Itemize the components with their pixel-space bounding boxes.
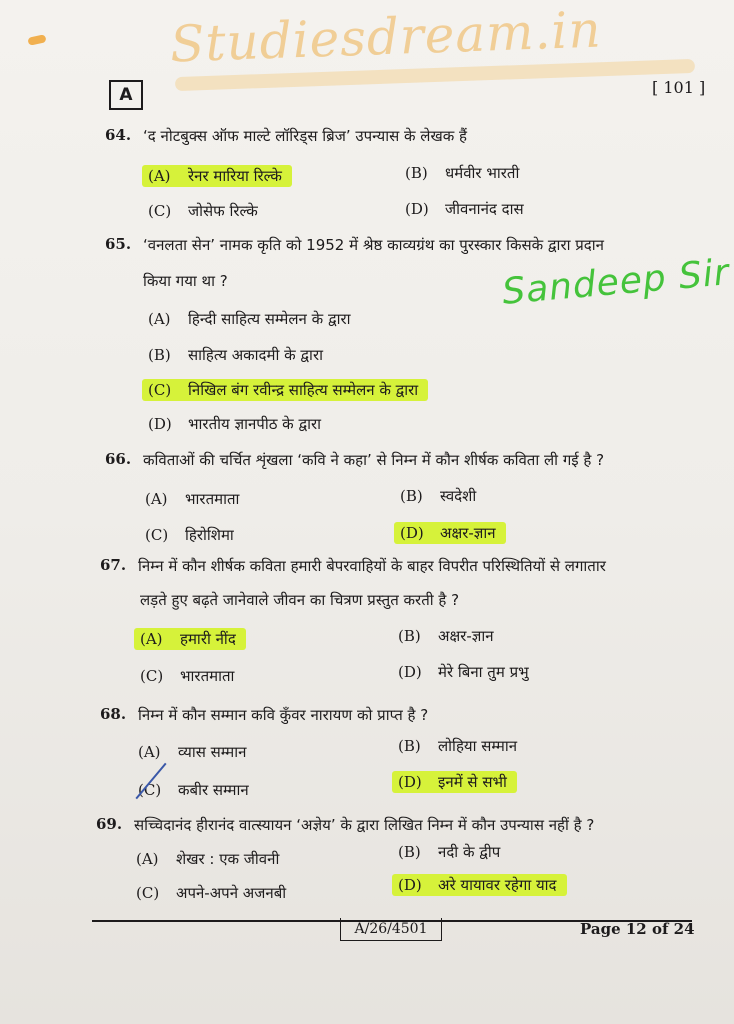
page-number-top: [ 101 ]	[652, 78, 706, 97]
option-label: (B)	[400, 487, 423, 505]
question-number: 68.	[100, 705, 127, 723]
option-text: मेरे बिना तुम प्रभु	[438, 663, 529, 681]
question-64	[105, 126, 467, 146]
page-indicator: Page 12 of 24	[580, 920, 695, 938]
option-label: (B)	[398, 627, 421, 645]
option-text: जोसेफ रिल्के	[188, 202, 258, 220]
question-number: 66.	[105, 450, 132, 468]
option-label: (A)	[145, 490, 168, 508]
question-66	[105, 450, 604, 470]
option-label: (B)	[398, 737, 421, 755]
option-64-b	[405, 163, 519, 183]
question-number: 65.	[105, 235, 132, 253]
option-label: (A)	[148, 167, 171, 185]
option-label: (D)	[398, 876, 422, 894]
option-text: अक्षर-ज्ञान	[438, 627, 494, 645]
option-text: अपने-अपने अजनबी	[176, 884, 287, 902]
question-text: निम्न में कौन सम्मान कवि कुँवर नारायण को प्राप्त है ?	[138, 706, 429, 724]
orange-mark	[27, 34, 46, 46]
signature: Sandeep Sir	[500, 252, 732, 313]
option-67-a	[134, 628, 246, 650]
set-label: A	[109, 80, 143, 110]
option-69-c	[136, 883, 286, 903]
option-text: स्वदेशी	[440, 487, 477, 505]
question-text: निम्न में कौन शीर्षक कविता हमारी बेपरवाहियों के बाहर विपरीत परिस्थितियों से लगातार	[138, 557, 606, 575]
question-67	[100, 556, 606, 576]
option-label: (B)	[398, 843, 421, 861]
option-66-a	[145, 489, 239, 509]
option-67-b	[398, 626, 494, 646]
option-64-c	[148, 201, 258, 221]
option-label: (D)	[148, 415, 172, 433]
option-text: निखिल बंग रवीन्द्र साहित्य सम्मेलन के द्वारा	[188, 381, 419, 399]
option-text: व्यास सम्मान	[178, 743, 247, 761]
option-66-c	[145, 525, 234, 545]
option-65-c	[142, 379, 428, 401]
option-label: (C)	[136, 884, 160, 902]
option-64-d	[405, 199, 524, 219]
question-number: 69.	[96, 815, 123, 833]
question-69	[96, 815, 594, 835]
option-label: (D)	[398, 663, 422, 681]
option-label: (C)	[140, 667, 164, 685]
option-67-d	[398, 662, 529, 682]
option-label: (C)	[138, 781, 162, 799]
option-69-a	[136, 849, 279, 869]
option-text: शेखर : एक जीवनी	[176, 850, 280, 868]
option-label: (A)	[136, 850, 159, 868]
question-text: ‘वनलता सेन’ नामक कृति को 1952 में श्रेष्ठ काव्यग्रंथ का पुरस्कार किसके द्वारा प्रदान	[143, 236, 604, 254]
question-text: कविताओं की चर्चित शृंखला ‘कवि ने कहा’ से निम्न में कौन शीर्षक कविता ली गई है ?	[143, 451, 605, 469]
option-text: नदी के द्वीप	[438, 843, 501, 861]
option-text: भारतमाता	[185, 490, 240, 508]
question-number: 67.	[100, 556, 127, 574]
paper-code: A/26/4501	[340, 918, 442, 941]
option-text: कबीर सम्मान	[178, 781, 249, 799]
option-64-a	[142, 165, 292, 187]
option-text: भारतमाता	[180, 667, 235, 685]
option-68-c	[138, 780, 249, 800]
question-number: 64.	[105, 126, 132, 144]
option-68-a	[138, 742, 246, 762]
option-label: (A)	[140, 630, 163, 648]
option-text: हिन्दी साहित्य सम्मेलन के द्वारा	[188, 310, 351, 328]
option-66-d	[394, 522, 506, 544]
question-text: सच्चिदानंद हीरानंद वात्स्यायन ‘अज्ञेय’ के द्वारा लिखित निम्न में कौन उपन्यास नहीं है ?	[134, 816, 595, 834]
option-text: साहित्य अकादमी के द्वारा	[188, 346, 323, 364]
option-65-b	[148, 345, 323, 365]
option-text: भारतीय ज्ञानपीठ के द्वारा	[188, 415, 322, 433]
question-text-line2: लड़ते हुए बढ़ते जानेवाले जीवन का चित्रण प्रस्तुत करती है ?	[140, 591, 460, 609]
option-text: अक्षर-ज्ञान	[440, 524, 496, 542]
option-text: धर्मवीर भारती	[445, 164, 520, 182]
option-label: (B)	[405, 164, 428, 182]
question-68	[100, 705, 428, 725]
option-label: (C)	[148, 381, 172, 399]
option-label: (A)	[148, 310, 171, 328]
option-69-d	[392, 874, 567, 896]
option-text: जीवनानंद दास	[445, 200, 524, 218]
option-label: (D)	[405, 200, 429, 218]
option-text: रेनर मारिया रिल्के	[188, 167, 282, 185]
option-69-b	[398, 842, 500, 862]
option-text: हमारी नींद	[180, 630, 236, 648]
question-text-line2: किया गया था ?	[143, 272, 228, 290]
option-label: (D)	[398, 773, 422, 791]
option-label: (C)	[148, 202, 172, 220]
option-65-d	[148, 414, 321, 434]
question-text: ‘द नोटबुक्स ऑफ माल्टे लॉरिड्स ब्रिज’ उपन्यास के लेखक हैं	[143, 127, 467, 145]
option-label: (B)	[148, 346, 171, 364]
option-label: (A)	[138, 743, 161, 761]
option-label: (C)	[145, 526, 169, 544]
option-68-b	[398, 736, 517, 756]
option-68-d	[392, 771, 517, 793]
watermark: Studiesdream.in	[169, 0, 603, 74]
option-65-a	[148, 309, 350, 329]
option-67-c	[140, 666, 234, 686]
option-text: हिरोशिमा	[185, 526, 234, 544]
option-text: अरे यायावर रहेगा याद	[438, 876, 557, 894]
option-66-b	[400, 486, 476, 506]
option-label: (D)	[400, 524, 424, 542]
option-text: लोहिया सम्मान	[438, 737, 518, 755]
question-65	[105, 235, 604, 255]
option-text: इनमें से सभी	[438, 773, 507, 791]
